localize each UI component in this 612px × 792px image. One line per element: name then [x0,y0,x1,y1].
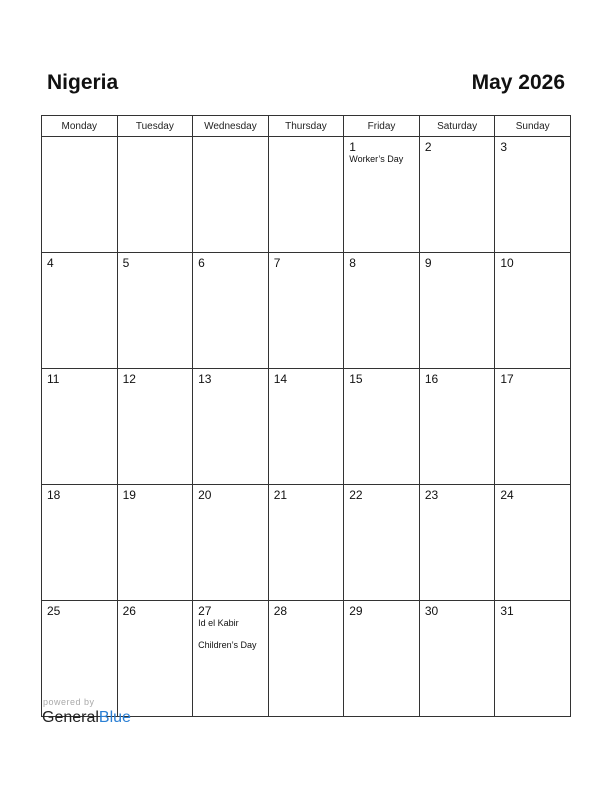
brand-logo [42,709,131,727]
day-number: 1 [349,140,356,154]
month-title: May 2026 [471,71,565,94]
weekday-saturday: Saturday [419,116,495,137]
day-cell [419,253,495,369]
day-cell [495,137,571,253]
day-cell [268,601,344,717]
calendar-grid [41,115,571,717]
weekday-monday: Monday [42,116,118,137]
week-row [42,369,571,485]
day-cell [419,485,495,601]
day-cell [42,253,118,369]
day-cell [117,601,193,717]
day-number: 15 [349,372,363,386]
day-cell [495,485,571,601]
day-number: 16 [424,372,439,386]
brand-part-blue: Blue [98,709,131,726]
holiday-label: Children’s Day [198,640,257,650]
day-cell [419,137,495,253]
brand-part-general: General [42,709,99,726]
day-cell [268,485,344,601]
day-cell [42,485,118,601]
week-row [42,137,571,253]
day-cell [268,253,344,369]
day-number: 5 [122,256,130,270]
day-number: 14 [273,372,288,386]
day-number: 4 [47,256,54,270]
day-cell [42,137,118,253]
day-number: 24 [500,488,514,502]
day-cell [193,253,269,369]
holiday-label: Id el Kabir [198,618,239,628]
day-number: 26 [122,604,136,618]
week-row [42,253,571,369]
week-row [42,601,571,717]
day-number: 11 [47,372,60,386]
day-number: 2 [424,140,432,154]
day-number: 29 [349,604,363,618]
day-cell [268,137,344,253]
day-cell [344,369,420,485]
day-number: 12 [122,372,136,386]
day-cell [344,253,420,369]
day-number: 22 [349,488,363,502]
powered-by-text: powered by [43,697,95,707]
holiday-label: Worker’s Day [349,154,404,164]
day-number: 25 [47,604,61,618]
day-cell [42,369,118,485]
day-number: 27 [198,604,212,618]
day-cell [344,601,420,717]
day-number: 18 [47,488,61,502]
day-number: 10 [500,256,514,270]
country-title: Nigeria [47,71,119,94]
day-number: 7 [273,256,281,270]
day-cell [344,137,420,253]
day-cell [117,369,193,485]
day-number: 17 [500,372,514,386]
day-cell [117,137,193,253]
weekday-wednesday: Wednesday [193,116,269,137]
day-number: 30 [424,604,439,618]
weekday-thursday: Thursday [268,116,344,137]
day-number: 28 [273,604,288,618]
day-number: 21 [273,488,288,502]
weekday-header-row [42,116,571,137]
day-cell [419,369,495,485]
day-cell [117,485,193,601]
day-number: 13 [198,372,212,386]
weekday-friday: Friday [344,116,420,137]
day-cell [268,369,344,485]
day-cell [495,369,571,485]
day-number: 6 [198,256,205,270]
day-cell [117,253,193,369]
day-number: 3 [500,140,508,154]
day-number: 8 [349,256,356,270]
day-cell [495,253,571,369]
weekday-tuesday: Tuesday [117,116,193,137]
day-cell [495,601,571,717]
day-cell [193,137,269,253]
weekday-sunday: Sunday [495,116,571,137]
day-cell [344,485,420,601]
day-cell [193,485,269,601]
day-number: 20 [198,488,212,502]
day-cell [193,369,269,485]
day-cell [193,601,269,717]
day-number: 19 [122,488,136,502]
day-number: 31 [500,604,514,618]
day-number: 9 [424,256,432,270]
day-number: 23 [424,488,439,502]
week-row [42,485,571,601]
day-cell [419,601,495,717]
